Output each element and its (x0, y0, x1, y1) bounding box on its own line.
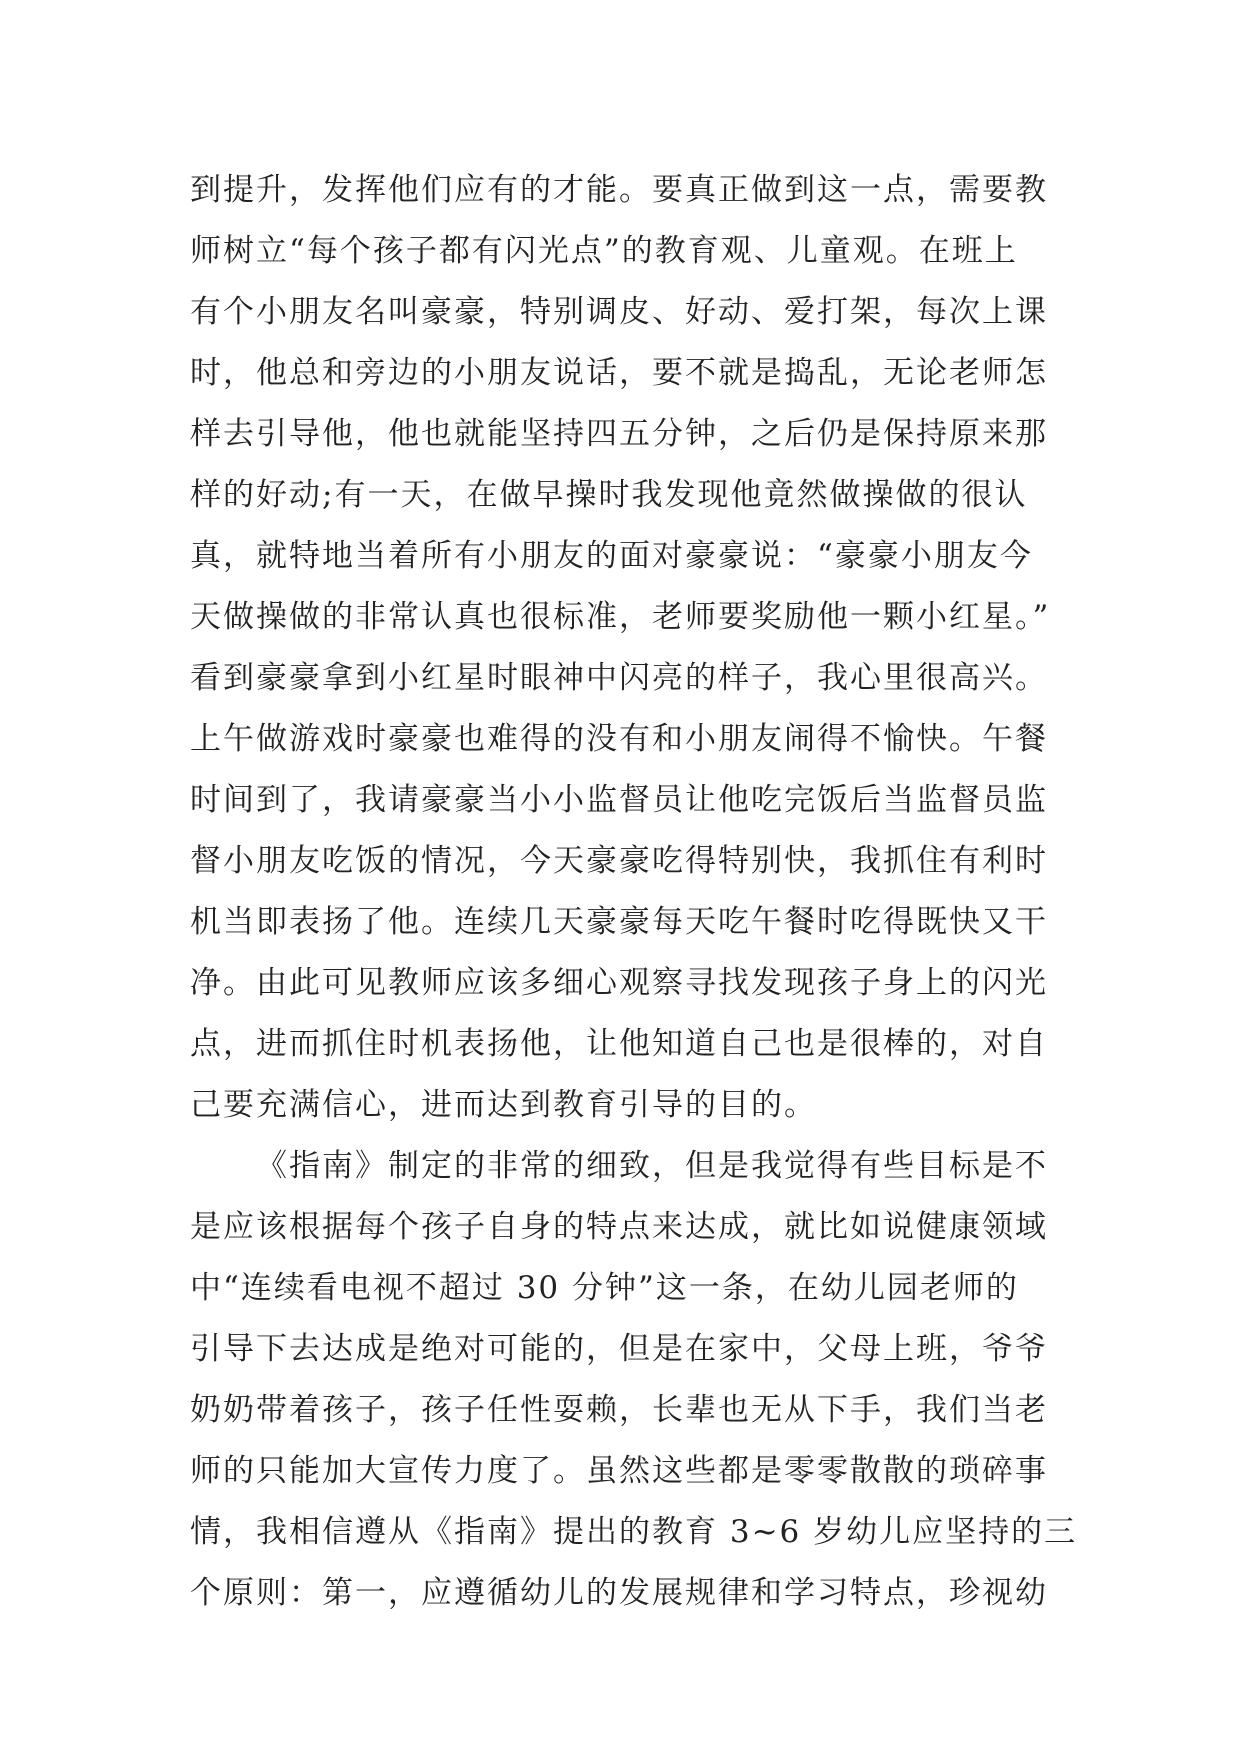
paragraph-start-line: 《指南》制定的非常的细致，但是我觉得有些目标是不 (256, 1148, 1048, 1184)
text-line: 样去引导他，他也就能坚持四五分钟，之后仍是保持原来那 (190, 416, 1048, 452)
text-line: 机当即表扬了他。连续几天豪豪每天吃午餐时吃得既快又干 (190, 904, 1048, 940)
text-line: 督小朋友吃饭的情况，今天豪豪吃得特别快，我抓住有利时 (190, 843, 1048, 879)
text-line: 师的只能加大宣传力度了。虽然这些都是零零散散的琐碎事 (190, 1453, 1048, 1489)
text-line: 真，就特地当着所有小朋友的面对豪豪说：“豪豪小朋友今 (190, 538, 1033, 574)
text-line: 是应该根据每个孩子自身的特点来达成，就比如说健康领域 (190, 1209, 1048, 1245)
text-line: 点，进而抓住时机表扬他，让他知道自己也是很棒的，对自 (190, 1026, 1048, 1062)
text-line: 中“连续看电视不超过 30 分钟”这一条，在幼儿园老师的 (190, 1270, 1019, 1306)
text-line: 有个小朋友名叫豪豪，特别调皮、好动、爱打架，每次上课 (190, 294, 1048, 330)
text-line: 上午做游戏时豪豪也难得的没有和小朋友闹得不愉快。午餐 (190, 721, 1048, 757)
text-line: 师树立“每个孩子都有闪光点”的教育观、儿童观。在班上 (190, 233, 1018, 269)
text-line: 个原则：第一，应遵循幼儿的发展规律和学习特点，珍视幼 (190, 1575, 1048, 1611)
text-line: 引导下去达成是绝对可能的，但是在家中，父母上班，爷爷 (190, 1331, 1048, 1367)
text-line: 净。由此可见教师应该多细心观察寻找发现孩子身上的闪光 (190, 965, 1048, 1001)
text-line: 样的好动;有一天，在做早操时我发现他竟然做操做的很认 (190, 477, 1028, 513)
text-line: 时间到了，我请豪豪当小小监督员让他吃完饭后当监督员监 (190, 782, 1048, 818)
text-line: 到提升，发挥他们应有的才能。要真正做到这一点，需要教 (190, 172, 1048, 208)
text-line: 看到豪豪拿到小红星时眼神中闪亮的样子，我心里很高兴。 (190, 660, 1048, 696)
text-line: 己要充满信心，进而达到教育引导的目的。 (190, 1087, 817, 1123)
text-line: 天做操做的非常认真也很标准，老师要奖励他一颗小红星。” (190, 599, 1051, 635)
body-text (190, 160, 1078, 1624)
text-line: 时，他总和旁边的小朋友说话，要不就是捣乱，无论老师怎 (190, 355, 1048, 391)
text-line: 奶奶带着孩子，孩子任性耍赖，长辈也无从下手，我们当老 (190, 1392, 1048, 1428)
text-line: 情，我相信遵从《指南》提出的教育 3~6 岁幼儿应坚持的三 (190, 1514, 1078, 1550)
